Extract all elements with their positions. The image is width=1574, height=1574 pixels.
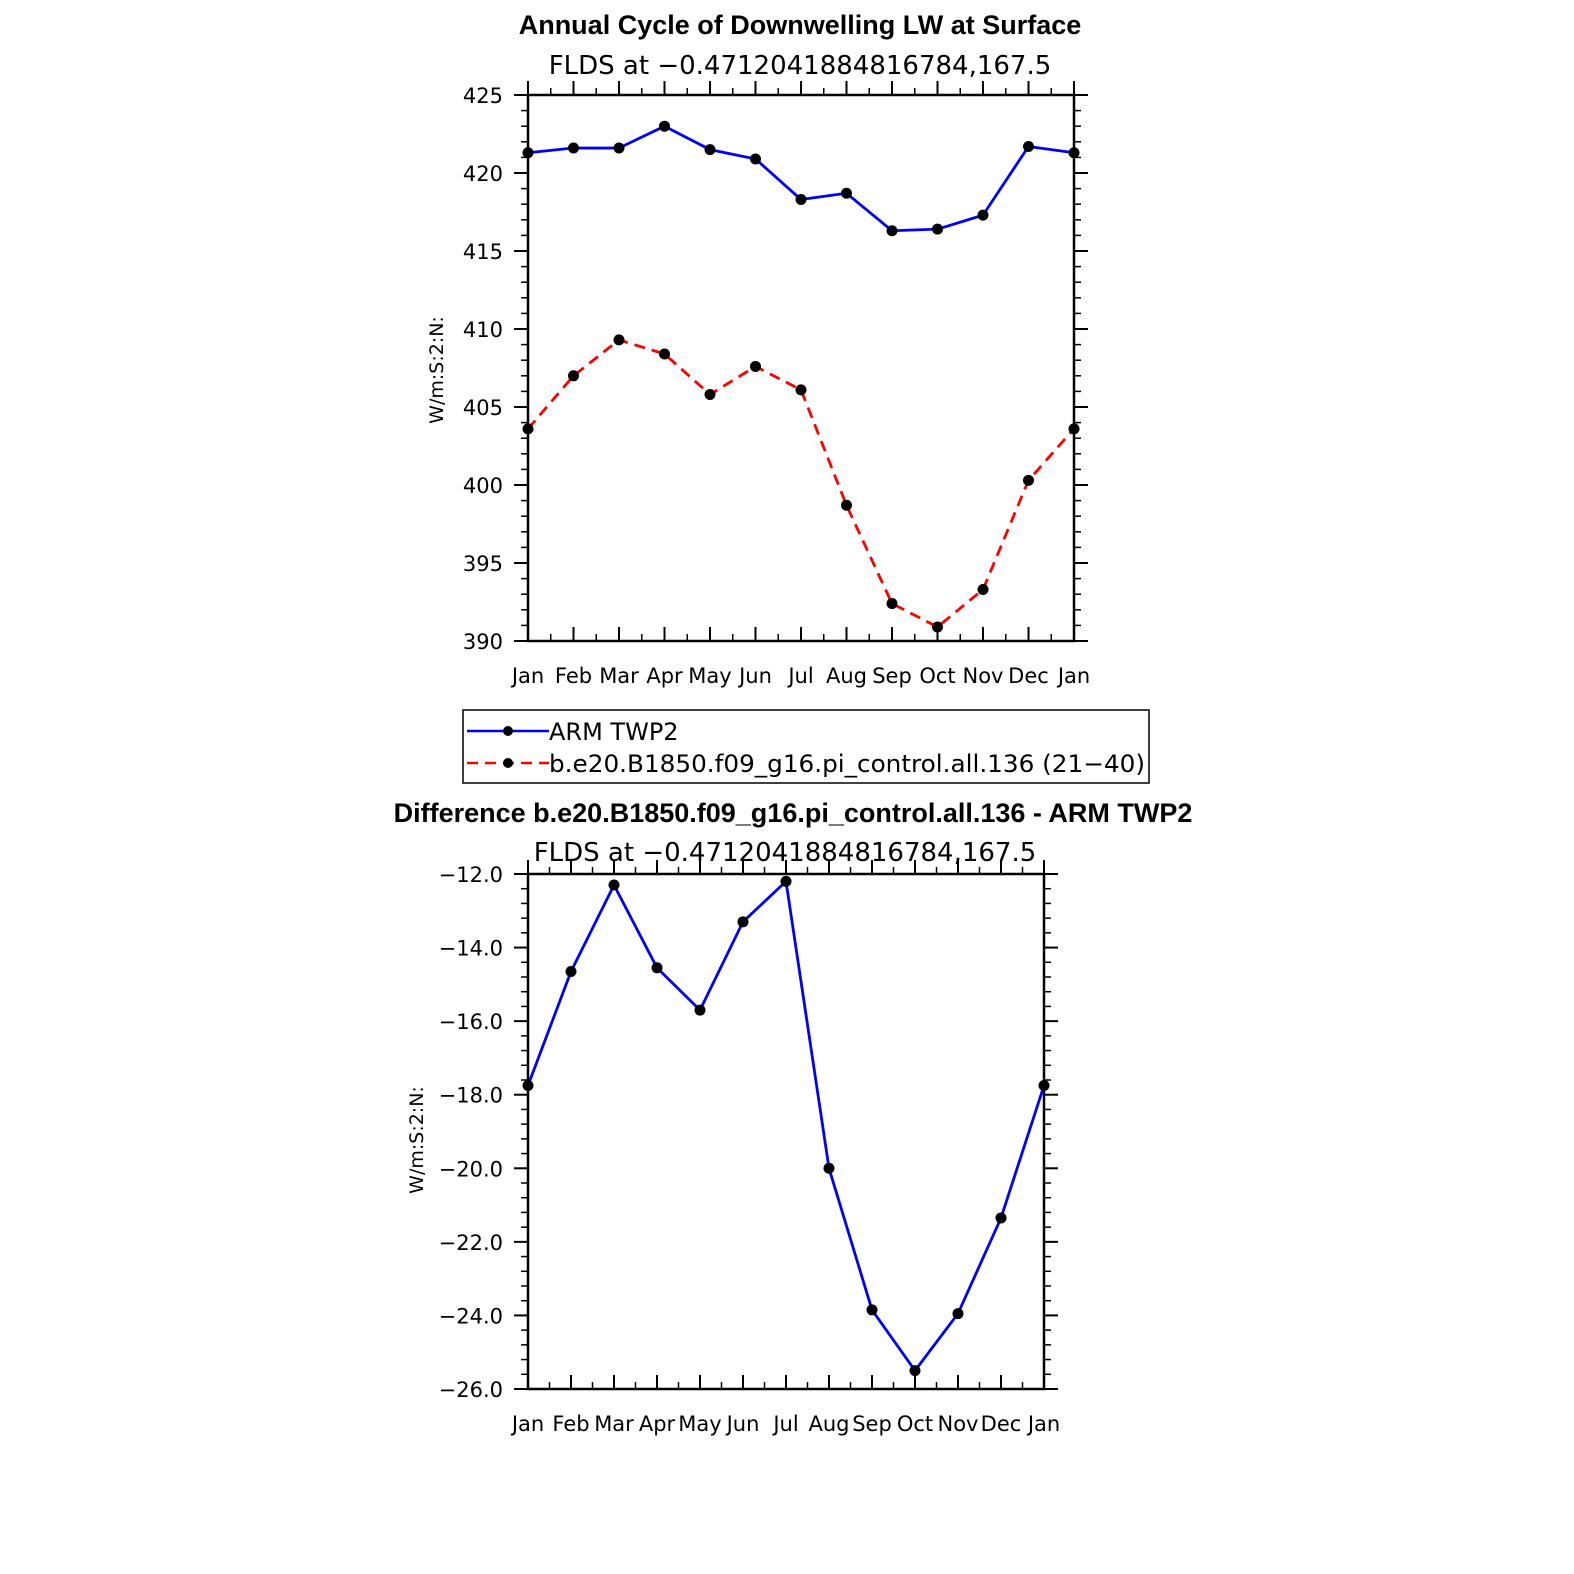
top-chart-y-axis-title: W/m:S:2:N: (426, 316, 448, 424)
bottom-chart-series-0-point (781, 876, 792, 887)
bottom-chart-y-tick-label: −14.0 (438, 936, 503, 961)
bottom-chart-series-0-point (910, 1365, 921, 1376)
top-chart-plot-area (463, 81, 1090, 688)
top-chart (426, 10, 1149, 783)
bottom-chart-plot-area (439, 860, 1061, 1436)
top-chart-x-tick-label: Dec (1008, 664, 1049, 688)
top-chart-series-0-point (523, 147, 534, 158)
top-chart-series-0-point (705, 144, 716, 155)
top-chart-y-tick-label: 415 (462, 240, 503, 264)
legend-marker-model (503, 758, 513, 768)
bottom-chart-y-tick-label: −24.0 (438, 1304, 503, 1329)
top-chart-series-0-point (796, 194, 807, 205)
top-chart-series-0-point (887, 225, 898, 236)
top-chart-series-0-point (1023, 141, 1034, 152)
top-chart-x-tick-label: Aug (825, 664, 868, 688)
bottom-chart-series-0-point (695, 1005, 706, 1016)
top-chart-x-tick-label: Oct (919, 664, 956, 688)
bottom-chart-y-tick-label: −22.0 (438, 1230, 503, 1255)
top-chart-y-tick-label: 425 (462, 84, 503, 108)
top-chart-series-0-line (528, 126, 1074, 231)
top-chart-y-tick-label: 395 (462, 552, 503, 576)
bottom-chart-x-tick-label: Feb (552, 1412, 590, 1436)
bottom-chart-series-0-point (609, 880, 620, 891)
top-chart-subtitle: FLDS at −0.4712041884816784,167.5 (548, 51, 1052, 81)
bottom-chart-x-tick-label: Jan (1027, 1412, 1061, 1436)
top-chart-series-1-point (1069, 423, 1080, 434)
top-chart-series-0-point (750, 153, 761, 164)
bottom-chart-y-tick-label: −26.0 (438, 1378, 503, 1402)
bottom-chart-x-tick-label: Jan (511, 1412, 545, 1436)
legend-marker-arm-twp2 (503, 726, 513, 736)
bottom-chart-x-tick-label: Mar (594, 1412, 634, 1436)
bottom-chart-y-tick-label: −12.0 (438, 863, 503, 887)
bottom-chart-x-tick-label: Oct (896, 1412, 934, 1436)
top-chart-series-0-point (1069, 147, 1080, 158)
top-chart-series-1-point (659, 348, 670, 359)
bottom-chart-y-axis-title: W/m:S:2:N: (406, 1086, 428, 1194)
top-chart-series-0-point (568, 143, 579, 154)
bottom-chart-y-tick-label: −20.0 (438, 1157, 503, 1182)
bottom-chart-frame (528, 874, 1044, 1389)
top-chart-x-tick-label: Jun (739, 664, 772, 688)
bottom-chart (394, 798, 1193, 1436)
top-chart-series-1-line (528, 340, 1074, 627)
top-chart-series-0-point (978, 210, 989, 221)
bottom-chart-series-0-point (953, 1308, 964, 1319)
top-chart-series-0-point (659, 121, 670, 132)
top-chart-series-0-point (841, 188, 852, 199)
legend-label-arm-twp2: ARM TWP2 (549, 718, 679, 746)
bottom-chart-series-0-point (1039, 1080, 1050, 1091)
bottom-chart-x-tick-label: May (678, 1412, 722, 1436)
top-chart-series-1-point (523, 423, 534, 434)
top-chart-legend (463, 710, 1149, 783)
top-chart-y-tick-label: 390 (462, 630, 503, 654)
bottom-chart-series-0-point (566, 966, 577, 977)
top-chart-series-1-point (841, 500, 852, 511)
top-chart-y-tick-label: 410 (462, 318, 503, 342)
top-chart-y-tick-label: 400 (462, 474, 503, 498)
top-chart-frame (528, 95, 1074, 641)
top-chart-x-tick-label: Mar (599, 664, 639, 688)
bottom-chart-series-0-point (738, 916, 749, 927)
bottom-chart-series-0-point (867, 1304, 878, 1315)
top-chart-series-1-point (750, 361, 761, 372)
bottom-chart-series-0-line (528, 881, 1044, 1370)
bottom-chart-x-tick-label: Sep (852, 1412, 892, 1436)
top-chart-x-tick-label: Feb (554, 664, 593, 688)
bottom-chart-series-0-point (996, 1212, 1007, 1223)
top-chart-series-1-point (614, 334, 625, 345)
bottom-chart-y-tick-label: −16.0 (438, 1010, 503, 1035)
top-chart-series-1-point (887, 598, 898, 609)
top-chart-series-0-point (614, 143, 625, 154)
legend-label-model: b.e20.B1850.f09_g16.pi_control.all.136 (21−40) (549, 750, 1145, 778)
top-chart-x-tick-label: Jan (1057, 664, 1091, 688)
top-chart-series-1-point (705, 389, 716, 400)
top-chart-y-tick-label: 405 (462, 396, 503, 420)
bottom-chart-x-tick-label: Jul (773, 1412, 799, 1436)
top-chart-series-1-point (568, 370, 579, 381)
bottom-chart-series-0-point (824, 1163, 835, 1174)
top-chart-x-tick-label: Jul (788, 664, 814, 688)
top-chart-series-1-point (1023, 475, 1034, 486)
top-chart-series-0-point (932, 224, 943, 235)
top-chart-x-tick-label: Sep (872, 664, 912, 688)
top-chart-x-tick-label: Jan (511, 664, 545, 688)
bottom-chart-x-tick-label: Aug (808, 1412, 850, 1436)
bottom-chart-title: Difference b.e20.B1850.f09_g16.pi_control.all.136 - ARM TWP2 (393, 798, 1193, 828)
top-chart-x-tick-label: Apr (646, 664, 683, 688)
bottom-chart-y-tick-label: −18.0 (438, 1083, 503, 1108)
bottom-chart-series-0-point (652, 962, 663, 973)
top-chart-series-1-point (796, 384, 807, 395)
bottom-chart-x-tick-label: Dec (980, 1412, 1022, 1436)
top-chart-y-tick-label: 420 (462, 162, 503, 186)
top-chart-x-tick-label: May (688, 664, 732, 688)
bottom-chart-subtitle: FLDS at −0.4712041884816784,167.5 (533, 838, 1037, 868)
bottom-chart-x-tick-label: Jun (726, 1412, 760, 1436)
bottom-chart-series-0-point (523, 1080, 534, 1091)
top-chart-x-tick-label: Nov (962, 664, 1004, 688)
bottom-chart-x-tick-label: Apr (638, 1412, 676, 1436)
top-chart-title: Annual Cycle of Downwelling LW at Surface (518, 10, 1082, 40)
top-chart-series-1-point (932, 621, 943, 632)
bottom-chart-x-tick-label: Nov (937, 1412, 979, 1436)
top-chart-series-1-point (978, 584, 989, 595)
